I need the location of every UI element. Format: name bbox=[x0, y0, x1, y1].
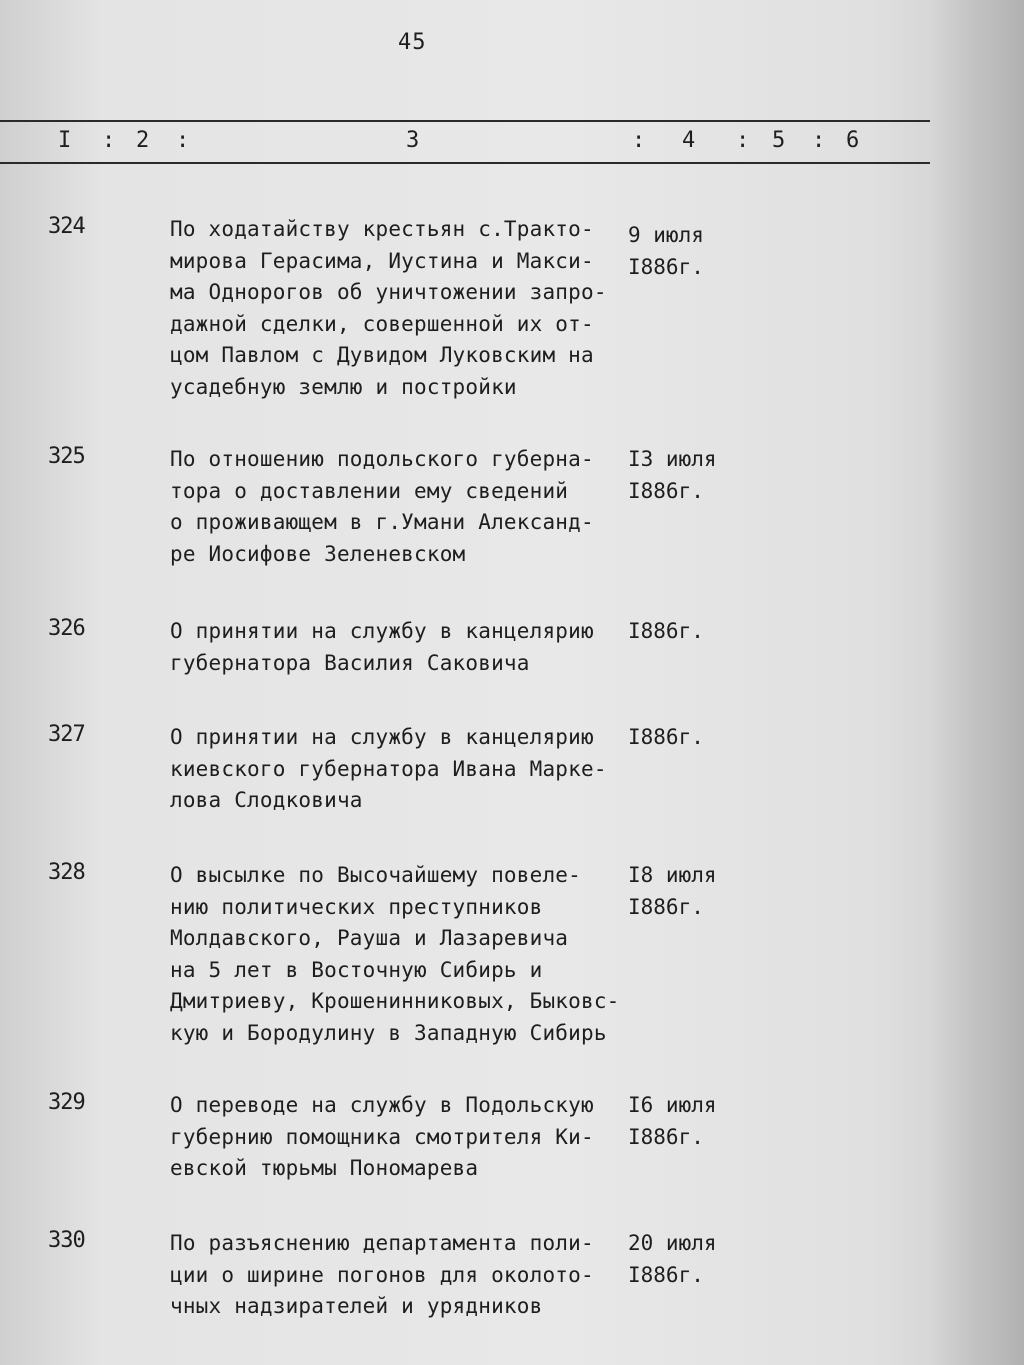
entry-title bbox=[170, 616, 620, 679]
entry-title bbox=[170, 1090, 620, 1185]
column-header-2: 2 bbox=[136, 128, 150, 153]
entry-title-line: кую и Бородулину в Западную Сибирь bbox=[170, 1020, 607, 1045]
entry-date-line: I886г. bbox=[628, 254, 704, 279]
entry-date bbox=[628, 1090, 748, 1153]
entry-number: 329 bbox=[48, 1090, 85, 1115]
entry-date-line: I3 июля bbox=[628, 447, 717, 471]
entry-date-line: I8 июля bbox=[628, 863, 717, 887]
entry-title-line: ма Однорогов об уничтожении запро- bbox=[170, 280, 607, 304]
entry-title-line: Молдавского, Рауша и Лазаревича bbox=[170, 926, 569, 950]
entry-title-line: нию политических преступников bbox=[170, 894, 543, 919]
entry-date-line: I6 июля bbox=[628, 1093, 717, 1117]
entry-date bbox=[628, 444, 748, 507]
entry-title bbox=[170, 214, 620, 403]
column-header-1: I bbox=[58, 128, 72, 153]
entry-date-line: I886г. bbox=[628, 478, 704, 503]
column-header-separator: : bbox=[632, 128, 646, 153]
entry-title-line: О переводе на службу в Подольскую bbox=[170, 1093, 594, 1117]
entry-title-line: усадебную землю и постройки bbox=[170, 374, 517, 399]
entry-date-line: 9 июля bbox=[628, 223, 704, 247]
entry-title-line: о проживающем в г.Умани Александ- bbox=[170, 510, 594, 534]
entry-title-line: По ходатайству крестьян с.Тракто- bbox=[170, 217, 594, 241]
entry-date bbox=[628, 722, 748, 754]
entry-title-line: тора о доставлении ему сведений bbox=[170, 478, 569, 503]
header-top-rule bbox=[0, 120, 930, 122]
entry-title bbox=[170, 722, 620, 817]
page-edge-shadow bbox=[929, 0, 1024, 1365]
entry-number: 326 bbox=[48, 616, 85, 641]
entry-title-line: губернатора Василия Саковича bbox=[170, 650, 530, 675]
entry-date bbox=[628, 220, 748, 283]
page-number: 45 bbox=[398, 30, 427, 55]
column-header-6: 6 bbox=[846, 128, 860, 153]
entry-title-line: чных надзирателей и урядников bbox=[170, 1294, 543, 1318]
entry-title-line: мирова Герасима, Иустина и Макси- bbox=[170, 248, 594, 273]
entry-title-line: лова Слодковича bbox=[170, 788, 363, 812]
entry-number: 325 bbox=[48, 444, 85, 469]
entry-title-line: дажной сделки, совершенной их от- bbox=[170, 311, 594, 336]
column-header-separator: : bbox=[812, 128, 826, 153]
entry-title bbox=[170, 1228, 620, 1323]
entry-date-line: 20 июля bbox=[628, 1231, 717, 1255]
entry-title-line: О высылке по Высочайшему повеле- bbox=[170, 863, 581, 887]
entry-number: 330 bbox=[48, 1228, 85, 1253]
entry-date-line: I886г. bbox=[628, 894, 704, 919]
entry-title-line: евской тюрьмы Пономарева bbox=[170, 1156, 479, 1180]
column-header-4: 4 bbox=[682, 128, 696, 153]
entry-number: 327 bbox=[48, 722, 85, 747]
column-header-separator: : bbox=[736, 128, 750, 153]
entry-title-line: на 5 лет в Восточную Сибирь и bbox=[170, 957, 543, 982]
entry-date-line: I886г. bbox=[628, 1262, 704, 1287]
column-header-separator: : bbox=[176, 128, 190, 153]
entry-title-line: губернию помощника смотрителя Ки- bbox=[170, 1124, 594, 1149]
entry-title-line: По разъяснению департамента поли- bbox=[170, 1231, 594, 1255]
entry-date bbox=[628, 1228, 748, 1291]
entry-title-line: О принятии на службу в канцелярию bbox=[170, 725, 594, 749]
entry-number: 328 bbox=[48, 860, 85, 885]
entry-date bbox=[628, 860, 748, 923]
entry-title-line: киевского губернатора Ивана Марке- bbox=[170, 756, 607, 781]
entry-date-line: I886г. bbox=[628, 1124, 704, 1149]
entry-title-line: ции о ширине погонов для околото- bbox=[170, 1262, 594, 1287]
column-header-3: 3 bbox=[406, 128, 420, 153]
header-bottom-rule bbox=[0, 162, 930, 164]
entry-title-line: По отношению подольского губерна- bbox=[170, 447, 594, 471]
entry-title bbox=[170, 860, 620, 1049]
entry-title-line: Дмитриеву, Крошенинниковых, Быковс- bbox=[170, 989, 620, 1013]
entry-title-line: цом Павлом с Дувидом Луковским на bbox=[170, 343, 594, 367]
entry-date-line: I886г. bbox=[628, 619, 704, 643]
column-header-separator: : bbox=[102, 128, 116, 153]
entry-title-line: О принятии на службу в канцелярию bbox=[170, 619, 594, 643]
column-header-5: 5 bbox=[772, 128, 786, 153]
entry-date bbox=[628, 616, 748, 648]
entry-number: 324 bbox=[48, 214, 85, 239]
entry-date-line: I886г. bbox=[628, 725, 704, 749]
entry-title-line: ре Иосифове Зеленевском bbox=[170, 541, 466, 566]
entry-title bbox=[170, 444, 620, 570]
